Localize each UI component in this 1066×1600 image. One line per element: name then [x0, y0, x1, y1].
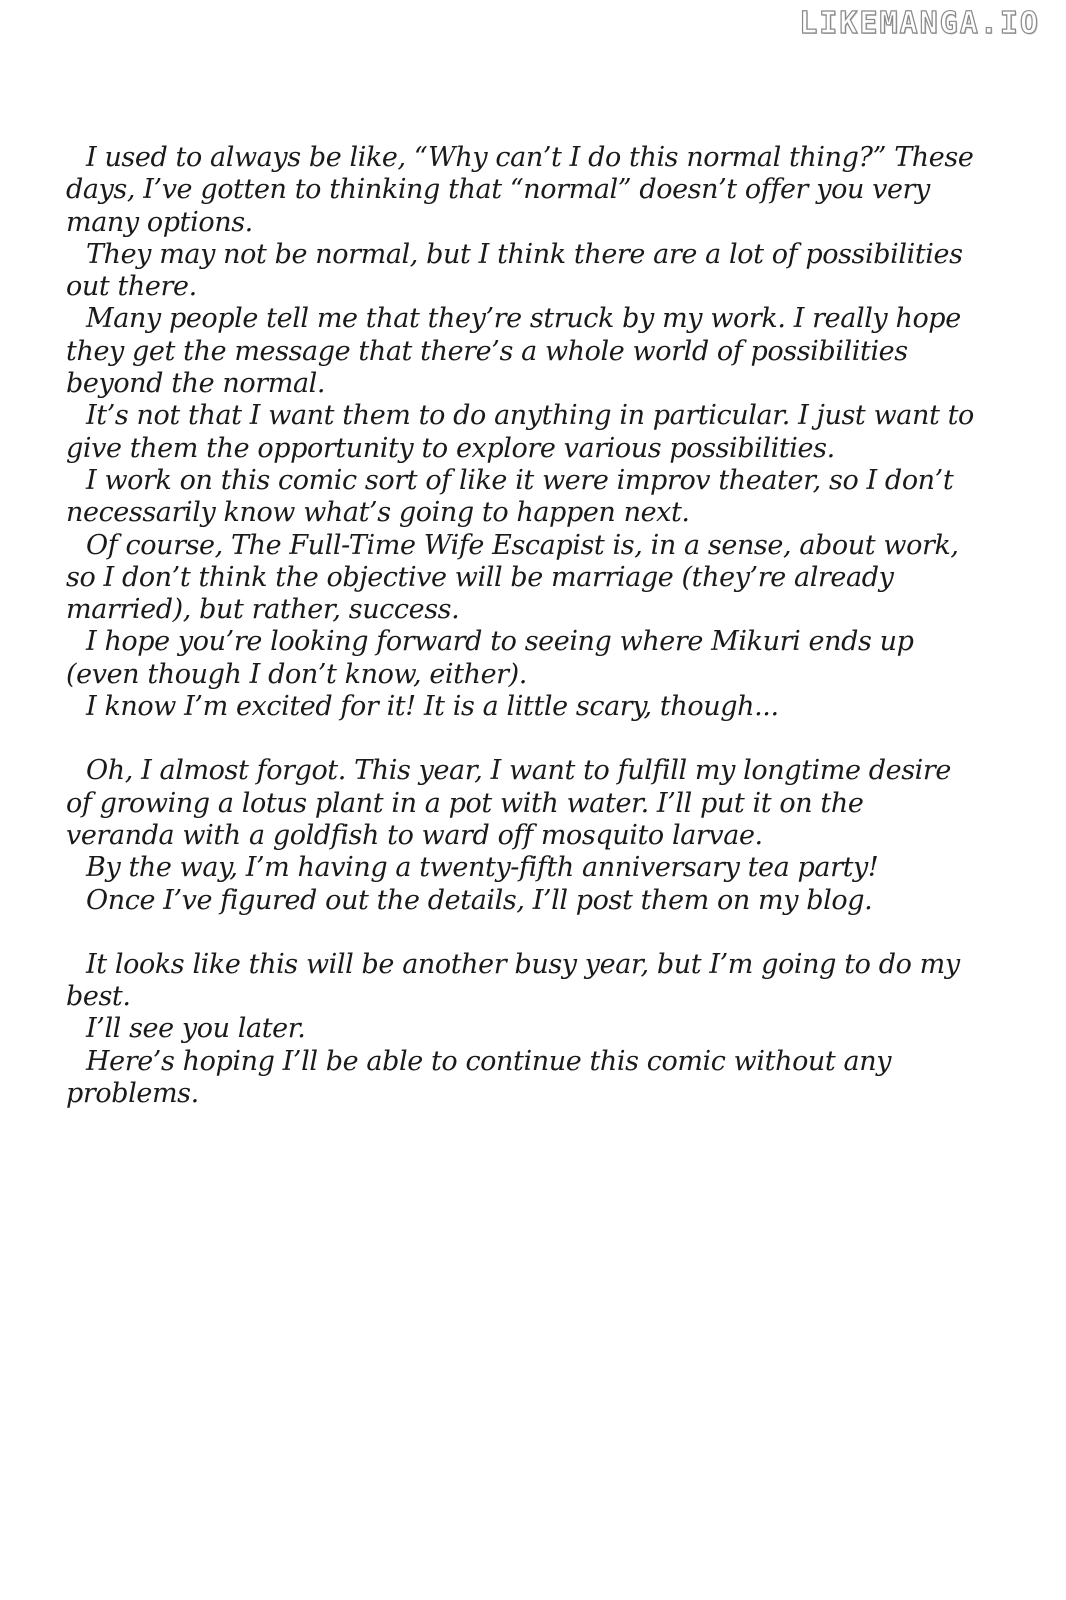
paragraph: Many people tell me that they’re struck by my work. I really hope they get the message that there’s a whole world of possibilities beyond the normal.	[66, 303, 961, 400]
paragraph: I know I’m excited for it! It is a little scary, though...	[86, 691, 779, 723]
paragraph: Once I’ve figured out the details, I’ll post them on my blog.	[86, 884, 873, 916]
paragraph: By the way, I’m having a twenty-fifth anniversary tea party!	[86, 852, 879, 884]
paragraph: Oh, I almost forgot. This year, I want to fulfill my longtime desire of growing a lotus plant in a pot with water. I’ll put it on the veranda with a goldfish to ward off mosquito larvae.	[66, 755, 951, 851]
paragraph: They may not be normal, but I think there are a lot of possibilities out there.	[66, 238, 963, 303]
site-watermark: LIKEMANGA.IO	[799, 6, 1040, 41]
paragraph: It’s not that I want them to do anything in particular. I just want to give them the opportunity to explore various possibilities.	[66, 400, 974, 464]
paragraph: I’ll see you later.	[86, 1013, 306, 1045]
paragraph: I hope you’re looking forward to seeing where Mikuri ends up (even though I don’t know, either).	[66, 626, 914, 690]
block-1	[66, 142, 976, 723]
block-3	[66, 949, 976, 1110]
block-2	[66, 755, 976, 916]
paragraph-gap	[66, 723, 976, 755]
paragraph: Here’s hoping I’ll be able to continue this comic without any problems.	[66, 1045, 892, 1110]
paragraph: It looks like this will be another busy year, but I’m going to do my best.	[66, 948, 960, 1013]
afterword-text	[66, 142, 976, 1110]
paragraph-gap	[66, 917, 976, 949]
paragraph: I used to always be like, “Why can’t I do this normal thing?” These days, I’ve gotten to thinking that “normal” doesn’t offer you very many options.	[66, 142, 974, 238]
paragraph: I work on this comic sort of like it were improv theater, so I don’t necessarily know what’s going to happen next.	[66, 464, 954, 529]
paragraph: Of course, The Full-Time Wife Escapist is, in a sense, about work, so I don’t think the objective will be marriage (they’re already married), but rather, success.	[66, 529, 959, 626]
